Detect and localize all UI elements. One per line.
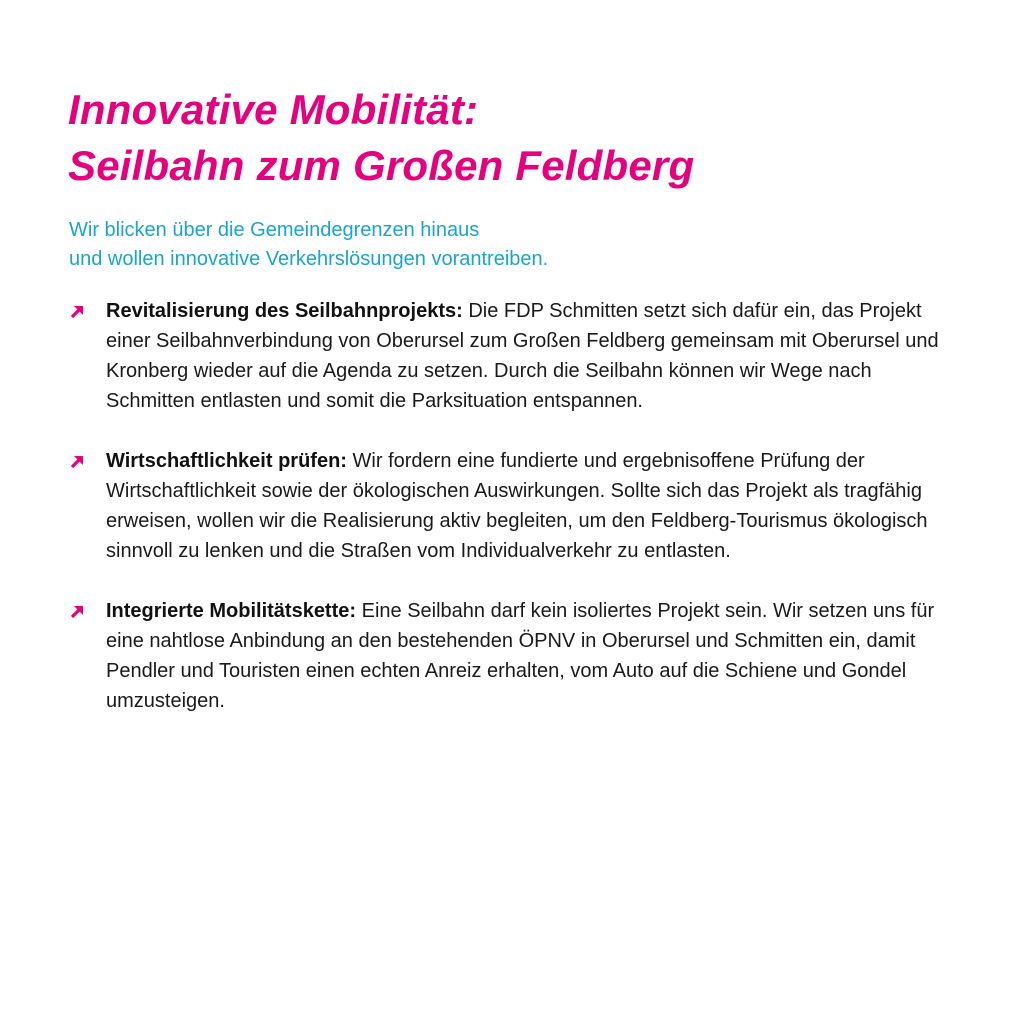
list-item-title: Wirtschaftlichkeit prüfen: [106,450,347,472]
list-item-body: Wir fordern eine fundierte und ergebnisoffene Prüfung der Wirtschaftlichkeit sowie der ökologischen Auswirkungen. Sollte sich das Projekt als tragfähig erweisen, wollen wir die Realisierung aktiv begleiten, um den Feldberg-Tourismus ökologisch sinnvoll zu lenken und die Straßen vom Individualverkehr zu entlasten. [106,450,928,562]
list-item-body: Die FDP Schmitten setzt sich dafür ein, das Projekt einer Seilbahnverbindung von Oberursel zum Großen Feldberg gemeinsam mit Oberursel und Kronberg wieder auf die Agenda zu setzen. Durch die Seilbahn können wir Wege nach Schmitten entlasten und somit die Parksituation entspannen. [106,300,939,412]
intro-line-2: und wollen innovative Verkehrslösungen vorantreiben. [69,248,549,270]
list-item [68,296,958,416]
intro-line-1: Wir blicken über die Gemeindegrenzen hinaus [69,219,480,241]
page-title-line-2: Seilbahn zum Großen Feldberg [68,142,695,189]
point-list [68,296,958,746]
list-item-body: Eine Seilbahn darf kein isoliertes Projekt sein. Wir setzen uns für eine nahtlose Anbindung an den bestehenden ÖPNV in Oberursel und Schmitten ein, damit Pendler und Touristen einen echten Anreiz erhalten, vom Auto auf die Schiene und Gondel umzusteigen. [106,600,935,712]
arrow-up-right-icon [68,453,86,471]
intro-text [69,216,949,274]
page-title-line-1: Innovative Mobilität: [68,86,479,133]
list-item-title: Revitalisierung des Seilbahnprojekts: [106,300,463,322]
page-title [68,82,968,194]
list-item [68,596,958,716]
arrow-up-right-icon [68,603,86,621]
list-item [68,446,958,566]
list-item-title: Integrierte Mobilitätskette: [106,600,357,622]
arrow-up-right-icon [68,303,86,321]
